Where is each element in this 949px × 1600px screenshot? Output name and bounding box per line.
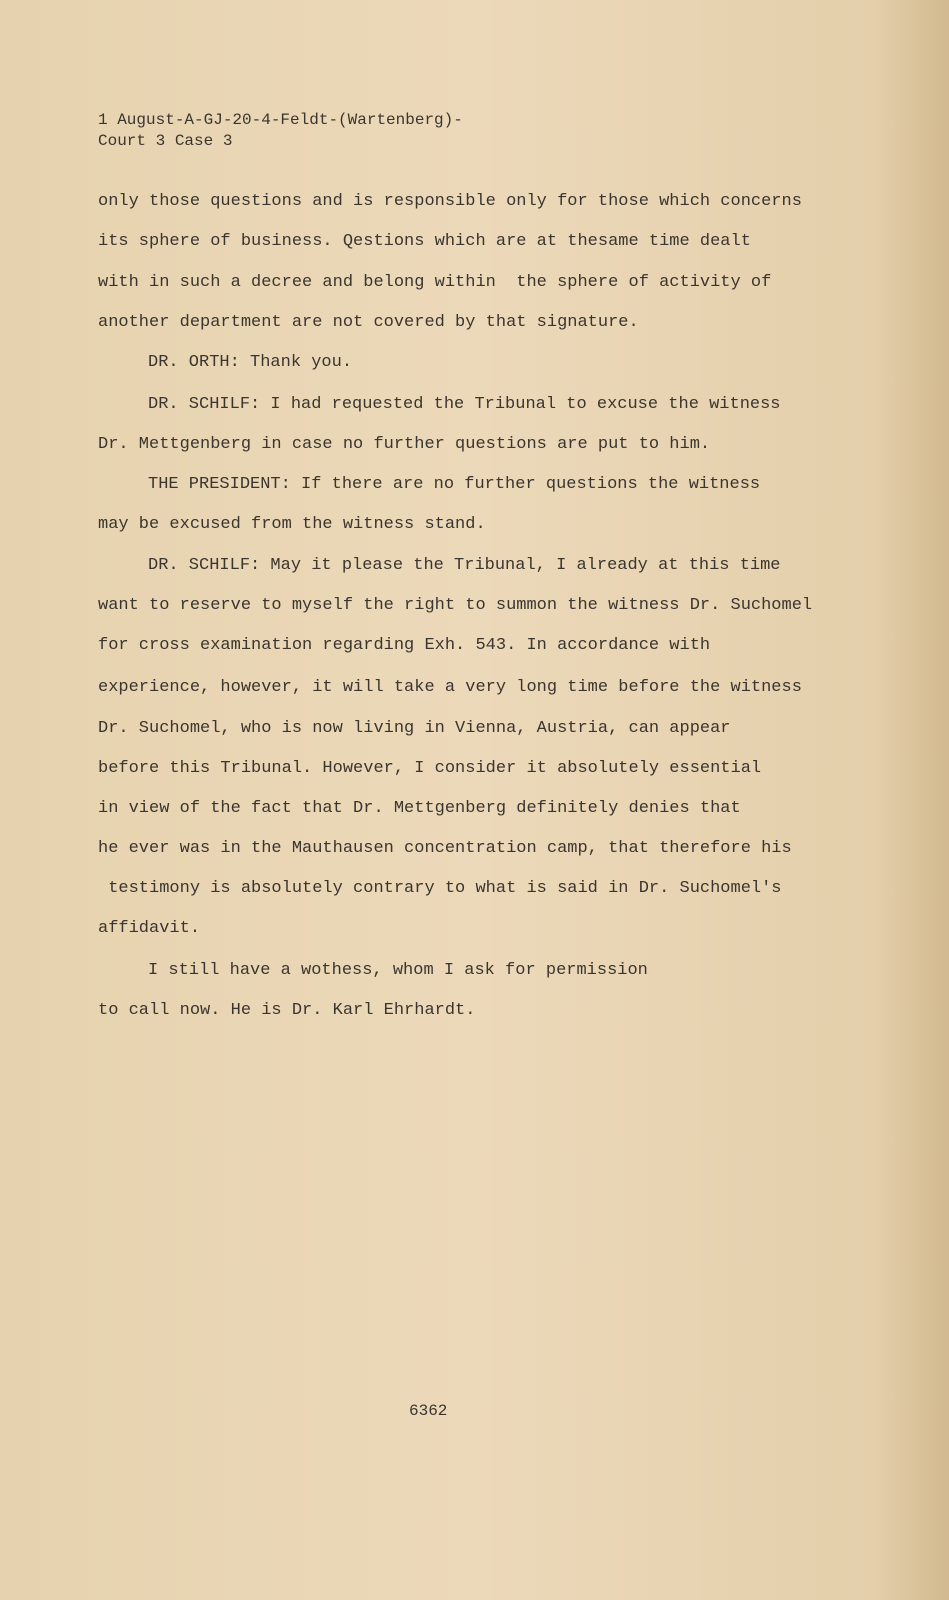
body-line: only those questions and is responsible only for those which concerns — [98, 192, 802, 211]
body-line: Dr. Mettgenberg in case no further questions are put to him. — [98, 435, 711, 454]
body-line: testimony is absolutely contrary to what is said in Dr. Suchomel's — [98, 879, 782, 898]
body-line: I still have a wothess, whom I ask for permission — [148, 961, 648, 980]
body-line: its sphere of business. Qestions which are at thesame time dealt — [98, 232, 751, 251]
body-line: Dr. Suchomel, who is now living in Vienna, Austria, can appear — [98, 719, 731, 738]
header-line-2: Court 3 Case 3 — [98, 132, 233, 150]
body-line: for cross examination regarding Exh. 543. In accordance with — [98, 636, 711, 655]
body-line: want to reserve to myself the right to summon the witness Dr. Suchomel — [98, 596, 813, 615]
header-line-1: 1 August-A-GJ-20-4-Feldt-(Wartenberg)- — [98, 111, 463, 129]
body-line: he ever was in the Mauthausen concentration camp, that therefore his — [98, 839, 792, 858]
page-number: 6362 — [409, 1402, 448, 1420]
body-line: DR. ORTH: Thank you. — [148, 353, 353, 372]
body-line: another department are not covered by that signature. — [98, 313, 639, 332]
body-line: to call now. He is Dr. Karl Ehrhardt. — [98, 1001, 476, 1020]
body-line: THE PRESIDENT: If there are no further questions the witness — [148, 475, 761, 494]
body-line: affidavit. — [98, 919, 201, 938]
body-line: before this Tribunal. However, I consider it absolutely essential — [98, 759, 762, 778]
body-line: DR. SCHILF: May it please the Tribunal, I already at this time — [148, 556, 781, 575]
body-line: may be excused from the witness stand. — [98, 515, 486, 534]
body-line: DR. SCHILF: I had requested the Tribunal to excuse the witness — [148, 395, 781, 414]
body-line: with in such a decree and belong within the sphere of activity of — [98, 273, 772, 292]
body-line: in view of the fact that Dr. Mettgenberg definitely denies that — [98, 799, 741, 818]
body-line: experience, however, it will take a very long time before the witness — [98, 678, 802, 697]
